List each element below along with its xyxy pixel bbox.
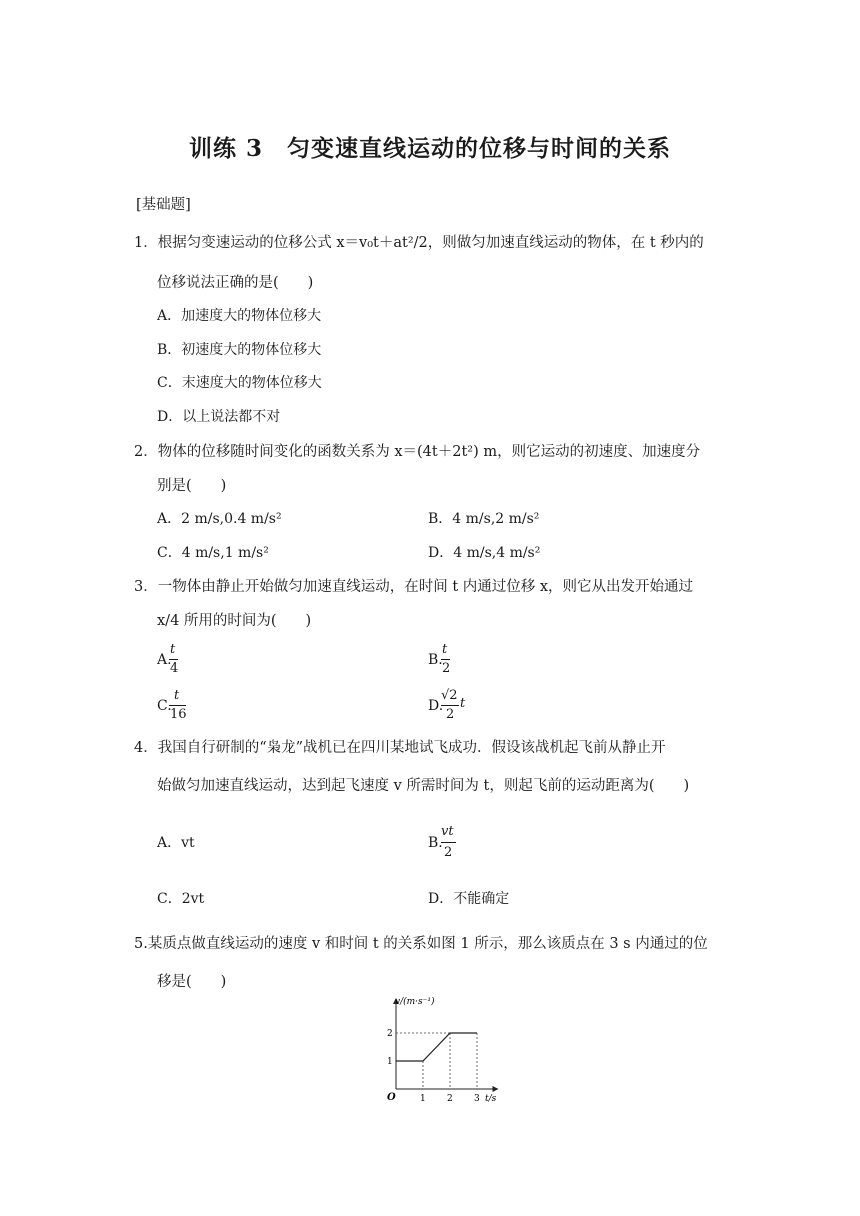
q1-option-d: D．以上说法都不对 — [157, 409, 281, 425]
y-axis-label: v/(m·s⁻¹) — [395, 997, 435, 1007]
q4-option-b-numerator: vt — [441, 824, 454, 839]
q5-stem-line2: 移是( ) — [157, 974, 227, 990]
x-tick-label: 1 — [420, 1094, 426, 1104]
velocity-series-line — [396, 1033, 477, 1061]
y-tick-label: 2 — [387, 1029, 393, 1039]
q3-stem-line2: x/4 所用的时间为( ) — [157, 613, 312, 629]
q4-option-a: A．vt — [157, 835, 195, 851]
q1-option-c: C．末速度大的物体位移大 — [157, 375, 322, 391]
q3-option-a-numerator: t — [170, 642, 176, 657]
q3-option-a-fraction-bar — [169, 659, 178, 660]
q3-option-d-fraction-bar — [441, 705, 459, 706]
q2-option-b: B．4 m/s,2 m/s² — [428, 511, 540, 527]
q4-option-b-fraction-bar — [441, 842, 456, 843]
q3-option-d-numerator: √2 — [441, 688, 458, 703]
q1-stem-line2: 位移说法正确的是( ) — [157, 275, 314, 291]
q4-stem-line1: 4．我国自行研制的“枭龙”战机已在四川某地试飞成功．假设该战机起飞前从静止开 — [134, 740, 666, 756]
q5-stem-line1: 5.某质点做直线运动的速度 v 和时间 t 的关系如图 1 所示，那么该质点在 3 s 内通过的位 — [134, 936, 708, 952]
section-label: [基础题] — [136, 197, 191, 213]
page-title: 训练 3 匀变速直线运动的位移与时间的关系 — [188, 135, 671, 162]
q1-stem-line1: 1．根据匀变速运动的位移公式 x＝v₀t＋at²/2，则做匀加速直线运动的物体，在 t 秒内的 — [134, 235, 704, 251]
q4-option-b-denominator: 2 — [444, 845, 453, 860]
q3-option-a-denominator: 4 — [170, 661, 179, 676]
q3-option-d-label: D. — [428, 698, 444, 714]
q2-option-a: A．2 m/s,0.4 m/s² — [157, 511, 282, 527]
q3-option-c-denominator: 16 — [170, 707, 187, 722]
velocity-time-graph — [376, 992, 516, 1104]
q4-stem-line2: 始做匀加速直线运动，达到起飞速度 v 所需时间为 t，则起飞前的运动距离为( ) — [157, 778, 690, 794]
q2-stem-line2: 别是( ) — [157, 478, 227, 494]
x-axis-label: t/s — [485, 1094, 497, 1104]
q2-stem-line1: 2．物体的位移随时间变化的函数关系为 x＝(4t＋2t²) m，则它运动的初速度、加速度分 — [134, 444, 701, 460]
q4-option-c: C．2vt — [157, 891, 205, 907]
q2-option-c: C．4 m/s,1 m/s² — [157, 545, 269, 561]
x-tick-label: 2 — [447, 1094, 453, 1104]
q3-option-b-denominator: 2 — [442, 661, 451, 676]
origin-label: O — [387, 1092, 396, 1103]
q3-option-c-numerator: t — [174, 688, 180, 703]
q1-option-a: A．加速度大的物体位移大 — [157, 308, 322, 324]
q3-option-c-label: C. — [157, 698, 172, 714]
q3-option-d-tail: t — [460, 696, 466, 711]
q3-option-b-numerator: t — [442, 642, 448, 657]
q3-option-d-denominator: 2 — [446, 707, 455, 722]
q4-option-d: D．不能确定 — [428, 891, 510, 907]
q3-option-a-label: A. — [157, 652, 172, 668]
y-tick-label: 1 — [387, 1057, 393, 1067]
x-tick-label: 3 — [474, 1094, 480, 1104]
q3-stem-line1: 3．一物体由静止开始做匀加速直线运动，在时间 t 内通过位移 x，则它从出发开始通过 — [134, 579, 694, 595]
q2-option-d: D．4 m/s,4 m/s² — [428, 545, 541, 561]
q1-option-b: B．初速度大的物体位移大 — [157, 342, 322, 358]
q4-option-b-label: B. — [428, 835, 443, 851]
q3-option-c-fraction-bar — [169, 705, 186, 706]
q3-option-b-label: B. — [428, 652, 443, 668]
q3-option-b-fraction-bar — [441, 659, 450, 660]
x-axis-arrow — [493, 1086, 499, 1092]
